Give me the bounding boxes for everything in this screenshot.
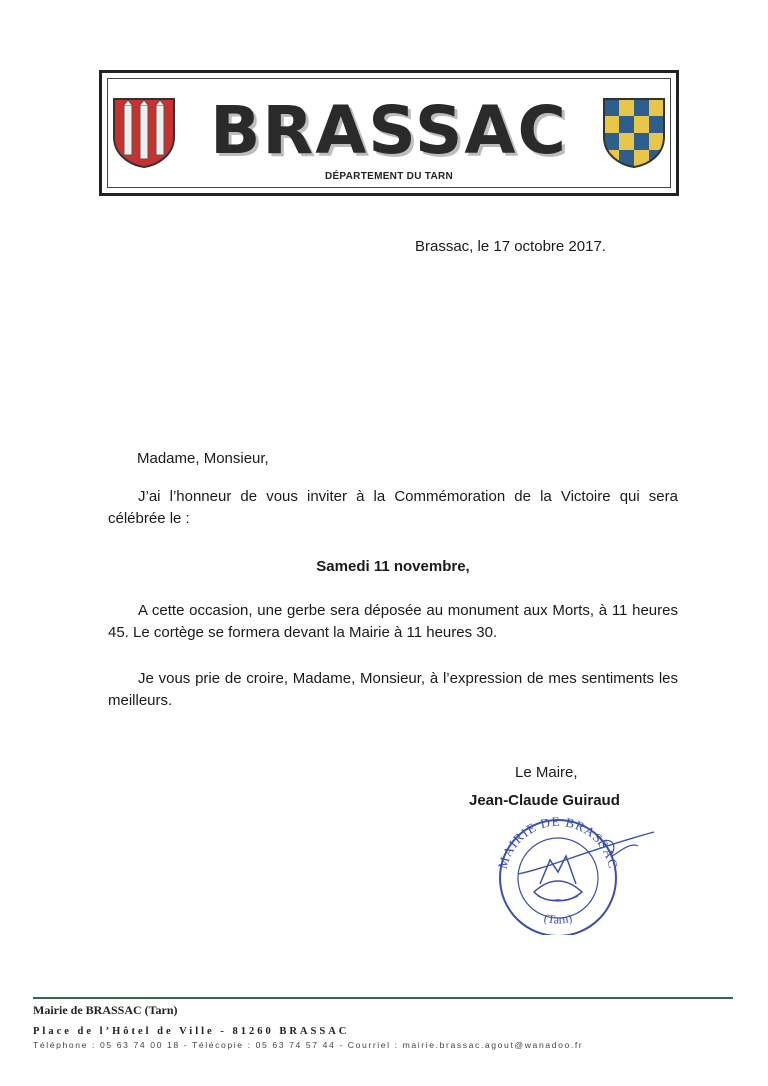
letterhead-title: BRASSAC — [210, 92, 568, 169]
coat-of-arms-left-icon — [112, 97, 176, 169]
footer-name: Mairie de BRASSAC (Tarn) — [33, 1003, 178, 1017]
coat-of-arms-right-icon — [602, 97, 666, 169]
letter-greeting: Madame, Monsieur, — [137, 450, 269, 467]
mairie-stamp-icon — [478, 810, 668, 935]
letter-event-date: Samedi 11 novembre, — [316, 558, 470, 575]
letterhead — [99, 70, 679, 196]
letter-paragraph-invitation: J’ai l’honneur de vous inviter à la Commémoration de la Victoire qui sera célébrée le : — [108, 488, 678, 527]
letterhead-subtitle: DÉPARTEMENT DU TARN — [324, 171, 454, 182]
footer-contact: Téléphone : 05 63 74 00 18 - Télécopie : 05 63 74 57 44 - Courriel : mairie.brassac.agout@wanadoo.fr — [33, 1040, 584, 1050]
footer-rule — [33, 997, 733, 999]
signature-role: Le Maire, — [515, 764, 578, 781]
stamp-text-bottom: (Tarn) — [542, 910, 574, 927]
signature-name: Jean-Claude Guiraud — [469, 792, 620, 809]
footer-address: Place de l’Hôtel de Ville - 81260 BRASSAC — [33, 1026, 350, 1037]
letter-date: Brassac, le 17 octobre 2017. — [415, 238, 606, 255]
letter-paragraph-details: A cette occasion, une gerbe sera déposée au monument aux Morts, à 11 heures 45. Le cortège se formera devant la Mairie à 11 heures 30. — [108, 602, 678, 641]
stamp-text-top: MAIRIE DE BRASSAC — [494, 813, 622, 871]
letter-paragraph-closing: Je vous prie de croire, Madame, Monsieur, à l’expression de mes sentiments les meilleurs. — [108, 670, 678, 709]
